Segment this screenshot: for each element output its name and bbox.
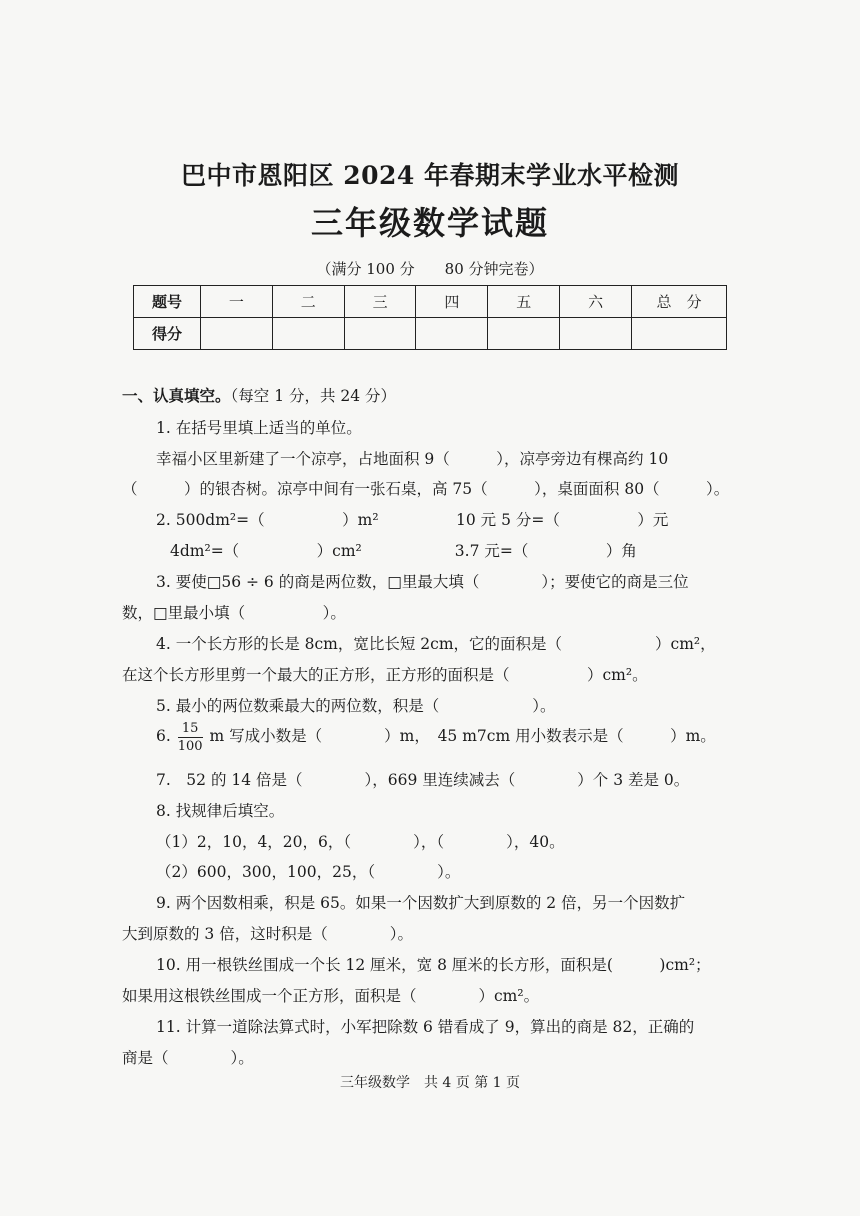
score-table-score-row	[134, 318, 727, 350]
question-line: 9. 两个因数相乘，积是 65。如果一个因数扩大到原数的 2 倍，另一个因数扩	[156, 894, 686, 912]
section-heading	[122, 384, 396, 406]
question-6	[156, 719, 716, 755]
question-line: 在这个长方形里剪一个最大的正方形，正方形的面积是（ ）cm²。	[122, 666, 648, 684]
fraction	[178, 720, 203, 755]
question-number: 6.	[156, 727, 171, 745]
table-cell: 得分	[134, 318, 201, 350]
question-line: 11. 计算一道除法算式时，小军把除数 6 错看成了 9，算出的商是 82，正确的	[156, 1018, 695, 1036]
fraction-denominator: 100	[177, 738, 203, 754]
section-title: 一、认真填空。	[122, 387, 231, 405]
question-line: 3. 要使□56 ÷ 6 的商是两位数，□里最大填（ ）；要使它的商是三位	[156, 573, 689, 591]
question-line: 幸福小区里新建了一个凉亭，占地面积 9（ ），凉亭旁边有棵高约 10	[156, 450, 669, 468]
table-cell: 总 分	[632, 286, 727, 318]
page-footer: 三年级数学 共 4 页 第 1 页	[339, 1075, 521, 1091]
table-cell: 一	[201, 286, 273, 318]
table-cell: 五	[488, 286, 560, 318]
fraction-numerator: 15	[178, 720, 203, 738]
question-line: 大到原数的 3 倍，这时积是（ ）。	[122, 925, 413, 943]
score-cell	[488, 318, 560, 350]
question-line: 4. 一个长方形的长是 8cm，宽比长短 2cm，它的面积是（ ）cm²，	[156, 635, 716, 653]
exam-title: 巴中市恩阳区 2024 年春期末学业水平检测	[181, 161, 679, 190]
question-text: m 写成小数是（ ）m， 45 m7cm 用小数表示是（ ）m。	[209, 727, 716, 745]
question-line: 5. 最小的两位数乘最大的两位数，积是（ ）。	[156, 697, 556, 715]
score-table	[133, 285, 727, 350]
exam-note: （满分 100 分 80 分钟完卷）	[316, 260, 544, 278]
table-cell: 二	[272, 286, 344, 318]
question-line: 数，□里最小填（ ）。	[122, 604, 346, 622]
score-cell	[272, 318, 344, 350]
table-cell: 六	[560, 286, 632, 318]
question-line: 2. 500dm²=（ ）m² 10 元 5 分=（ ）元	[156, 511, 669, 529]
score-cell	[416, 318, 488, 350]
question-line: （1）2，10，4，20，6，（ ），（ ），40。	[156, 833, 565, 851]
section-note: （每空 1 分，共 24 分）	[230, 387, 397, 405]
question-line: 8. 找规律后填空。	[156, 802, 285, 820]
score-cell	[632, 318, 727, 350]
table-cell: 四	[416, 286, 488, 318]
score-cell	[201, 318, 273, 350]
question-line: 如果用这根铁丝围成一个正方形，面积是（ ）cm²。	[122, 987, 540, 1005]
exam-subtitle: 三年级数学试题	[310, 204, 549, 242]
question-line: 1. 在括号里填上适当的单位。	[156, 419, 362, 437]
question-line: 10. 用一根铁丝围成一个长 12 厘米，宽 8 厘米的长方形，面积是( )cm²；	[156, 956, 711, 974]
table-cell: 题号	[134, 286, 201, 318]
question-line: （2）600，300，100，25，（ ）。	[156, 863, 461, 881]
question-line: 4dm²=（ ）cm² 3.7 元=（ ）角	[170, 542, 637, 560]
score-cell	[344, 318, 416, 350]
score-table-header-row	[134, 286, 727, 318]
score-cell	[560, 318, 632, 350]
question-line: 商是（ ）。	[122, 1049, 254, 1067]
question-line: （ ）的银杏树。凉亭中间有一张石桌，高 75（ ），桌面面积 80（ ）。	[122, 480, 730, 498]
table-cell: 三	[344, 286, 416, 318]
question-line: 7. 52 的 14 倍是（ ），669 里连续减去（ ）个 3 差是 0。	[156, 771, 690, 789]
